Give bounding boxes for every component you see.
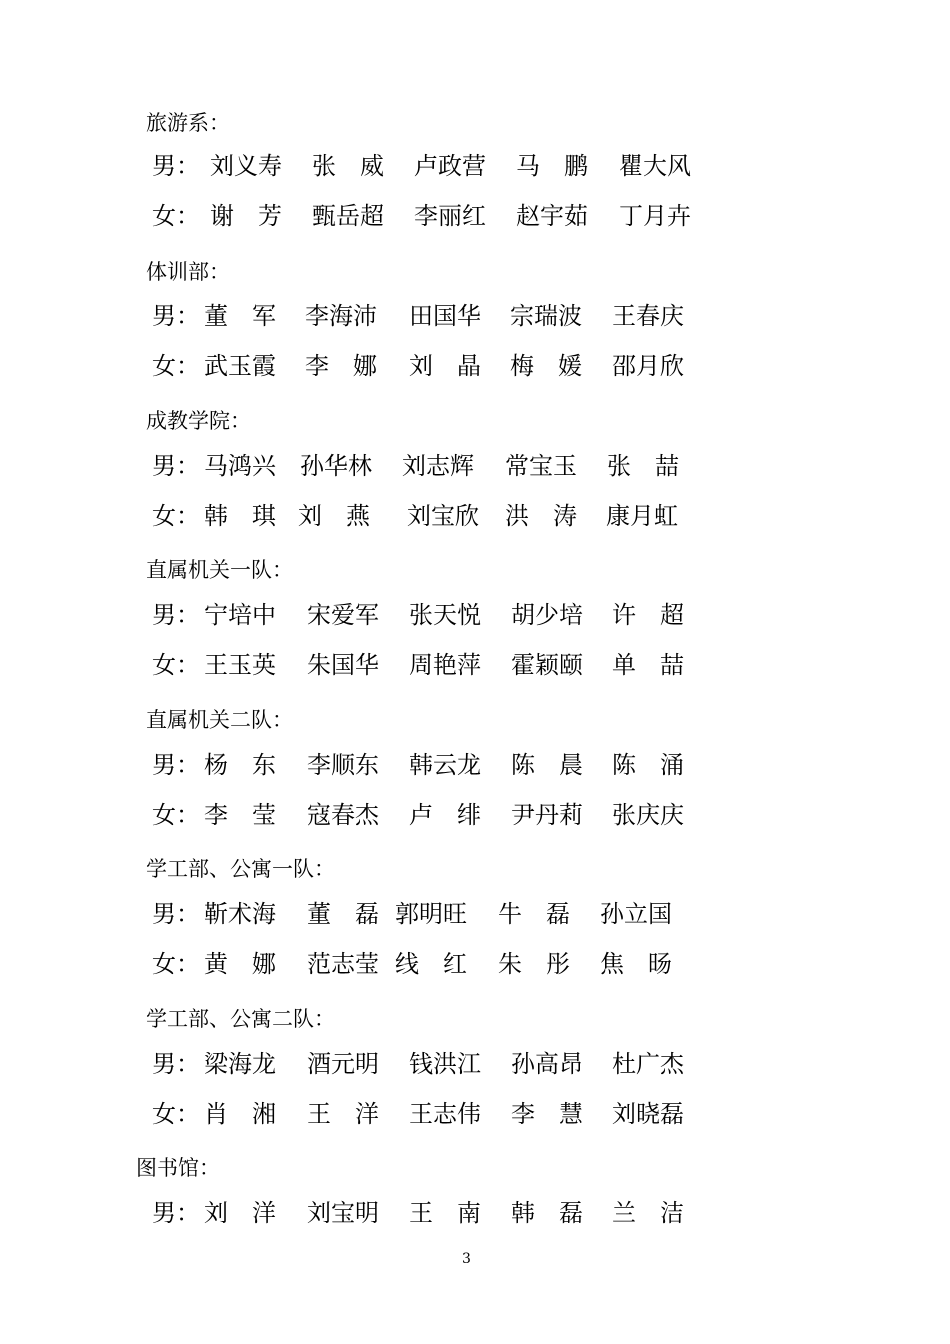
member-name: 范志莹	[307, 950, 379, 978]
name-row	[0, 599, 950, 631]
member-name: 李 莹	[204, 801, 276, 829]
section-heading: 成教学院：	[146, 409, 251, 433]
name-row	[0, 1048, 950, 1080]
member-name: 靳术海	[204, 900, 276, 928]
member-name: 刘 洋	[204, 1199, 276, 1227]
member-name: 韩 琪	[204, 502, 276, 530]
member-name: 刘义寿	[210, 152, 282, 180]
gender-label: 女：	[152, 801, 200, 829]
member-name: 韩云龙	[409, 751, 481, 779]
member-name: 李 娜	[305, 352, 377, 380]
member-name: 常宝玉	[505, 452, 577, 480]
gender-label: 男：	[152, 452, 200, 480]
member-name: 马 鹏	[516, 152, 588, 180]
member-name: 王志伟	[409, 1100, 481, 1128]
member-name: 董 军	[204, 302, 276, 330]
member-name: 刘 燕	[298, 502, 370, 530]
section-heading: 学工部、公寓一队：	[146, 857, 335, 881]
page-number: 3	[462, 1251, 471, 1267]
member-name: 刘 晶	[409, 352, 481, 380]
member-name: 卢 绯	[409, 801, 481, 829]
member-name: 杜广杰	[612, 1050, 684, 1078]
member-name: 瞿大风	[619, 152, 691, 180]
gender-label: 男：	[152, 152, 200, 180]
member-name: 周艳萍	[409, 651, 481, 679]
section-heading: 直属机关二队：	[146, 708, 293, 732]
name-row	[0, 1197, 950, 1229]
member-name: 线 红	[395, 950, 467, 978]
gender-label: 女：	[152, 202, 200, 230]
member-name: 张庆庆	[612, 801, 684, 829]
member-name: 钱洪江	[409, 1050, 481, 1078]
member-name: 陈 晨	[511, 751, 583, 779]
member-name: 张 威	[312, 152, 384, 180]
name-row	[0, 898, 950, 930]
gender-label: 男：	[152, 751, 200, 779]
member-name: 陈 涌	[612, 751, 684, 779]
member-name: 兰 洁	[612, 1199, 684, 1227]
member-name: 尹丹莉	[511, 801, 583, 829]
member-name: 邵月欣	[612, 352, 684, 380]
member-name: 胡少培	[511, 601, 583, 629]
name-row	[0, 300, 950, 332]
name-row	[0, 948, 950, 980]
member-name: 许 超	[612, 601, 684, 629]
member-name: 洪 涛	[505, 502, 577, 530]
member-name: 刘晓磊	[612, 1100, 684, 1128]
gender-label: 男：	[152, 1050, 200, 1078]
member-name: 李 慧	[511, 1100, 583, 1128]
member-name: 甄岳超	[312, 202, 384, 230]
member-name: 牛 磊	[498, 900, 570, 928]
member-name: 梅 媛	[510, 352, 582, 380]
name-row	[0, 649, 950, 681]
member-name: 孙高昂	[511, 1050, 583, 1078]
gender-label: 女：	[152, 352, 200, 380]
member-name: 刘宝欣	[407, 502, 479, 530]
member-name: 谢 芳	[210, 202, 282, 230]
member-name: 黄 娜	[204, 950, 276, 978]
name-row	[0, 799, 950, 831]
member-name: 王玉英	[204, 651, 276, 679]
member-name: 刘志辉	[402, 452, 474, 480]
name-row	[0, 450, 950, 482]
gender-label: 男：	[152, 601, 200, 629]
member-name: 寇春杰	[307, 801, 379, 829]
section-heading: 体训部：	[146, 260, 230, 284]
name-row	[0, 500, 950, 532]
member-name: 丁月卉	[619, 202, 691, 230]
member-name: 张天悦	[409, 601, 481, 629]
member-name: 宁培中	[204, 601, 276, 629]
gender-label: 女：	[152, 651, 200, 679]
member-name: 李丽红	[414, 202, 486, 230]
member-name: 王 洋	[307, 1100, 379, 1128]
member-name: 康月虹	[606, 502, 678, 530]
gender-label: 男：	[152, 302, 200, 330]
gender-label: 女：	[152, 1100, 200, 1128]
member-name: 李海沛	[305, 302, 377, 330]
member-name: 韩 磊	[511, 1199, 583, 1227]
member-name: 赵宇茹	[516, 202, 588, 230]
member-name: 张 喆	[607, 452, 679, 480]
name-row	[0, 350, 950, 382]
member-name: 董 磊	[307, 900, 379, 928]
member-name: 王春庆	[612, 302, 684, 330]
gender-label: 男：	[152, 1199, 200, 1227]
member-name: 马鸿兴	[204, 452, 276, 480]
member-name: 朱 彤	[498, 950, 570, 978]
section-heading: 直属机关一队：	[146, 558, 293, 582]
name-row	[0, 1098, 950, 1130]
member-name: 朱国华	[307, 651, 379, 679]
member-name: 田国华	[409, 302, 481, 330]
section-heading: 旅游系：	[146, 111, 230, 135]
member-name: 梁海龙	[204, 1050, 276, 1078]
member-name: 焦 旸	[600, 950, 672, 978]
member-name: 武玉霞	[204, 352, 276, 380]
gender-label: 男：	[152, 900, 200, 928]
section-heading: 学工部、公寓二队：	[146, 1007, 335, 1031]
member-name: 宗瑞波	[510, 302, 582, 330]
gender-label: 女：	[152, 950, 200, 978]
name-row	[0, 749, 950, 781]
member-name: 宋爱军	[307, 601, 379, 629]
member-name: 孙华林	[300, 452, 372, 480]
member-name: 郭明旺	[395, 900, 467, 928]
member-name: 王 南	[409, 1199, 481, 1227]
name-row	[0, 150, 950, 182]
member-name: 酒元明	[307, 1050, 379, 1078]
gender-label: 女：	[152, 502, 200, 530]
member-name: 孙立国	[600, 900, 672, 928]
member-name: 霍颖颐	[511, 651, 583, 679]
member-name: 单 喆	[612, 651, 684, 679]
member-name: 李顺东	[307, 751, 379, 779]
name-row	[0, 200, 950, 232]
member-name: 卢政营	[414, 152, 486, 180]
member-name: 刘宝明	[307, 1199, 379, 1227]
member-name: 肖 湘	[204, 1100, 276, 1128]
section-heading: 图书馆：	[136, 1156, 220, 1180]
member-name: 杨 东	[204, 751, 276, 779]
